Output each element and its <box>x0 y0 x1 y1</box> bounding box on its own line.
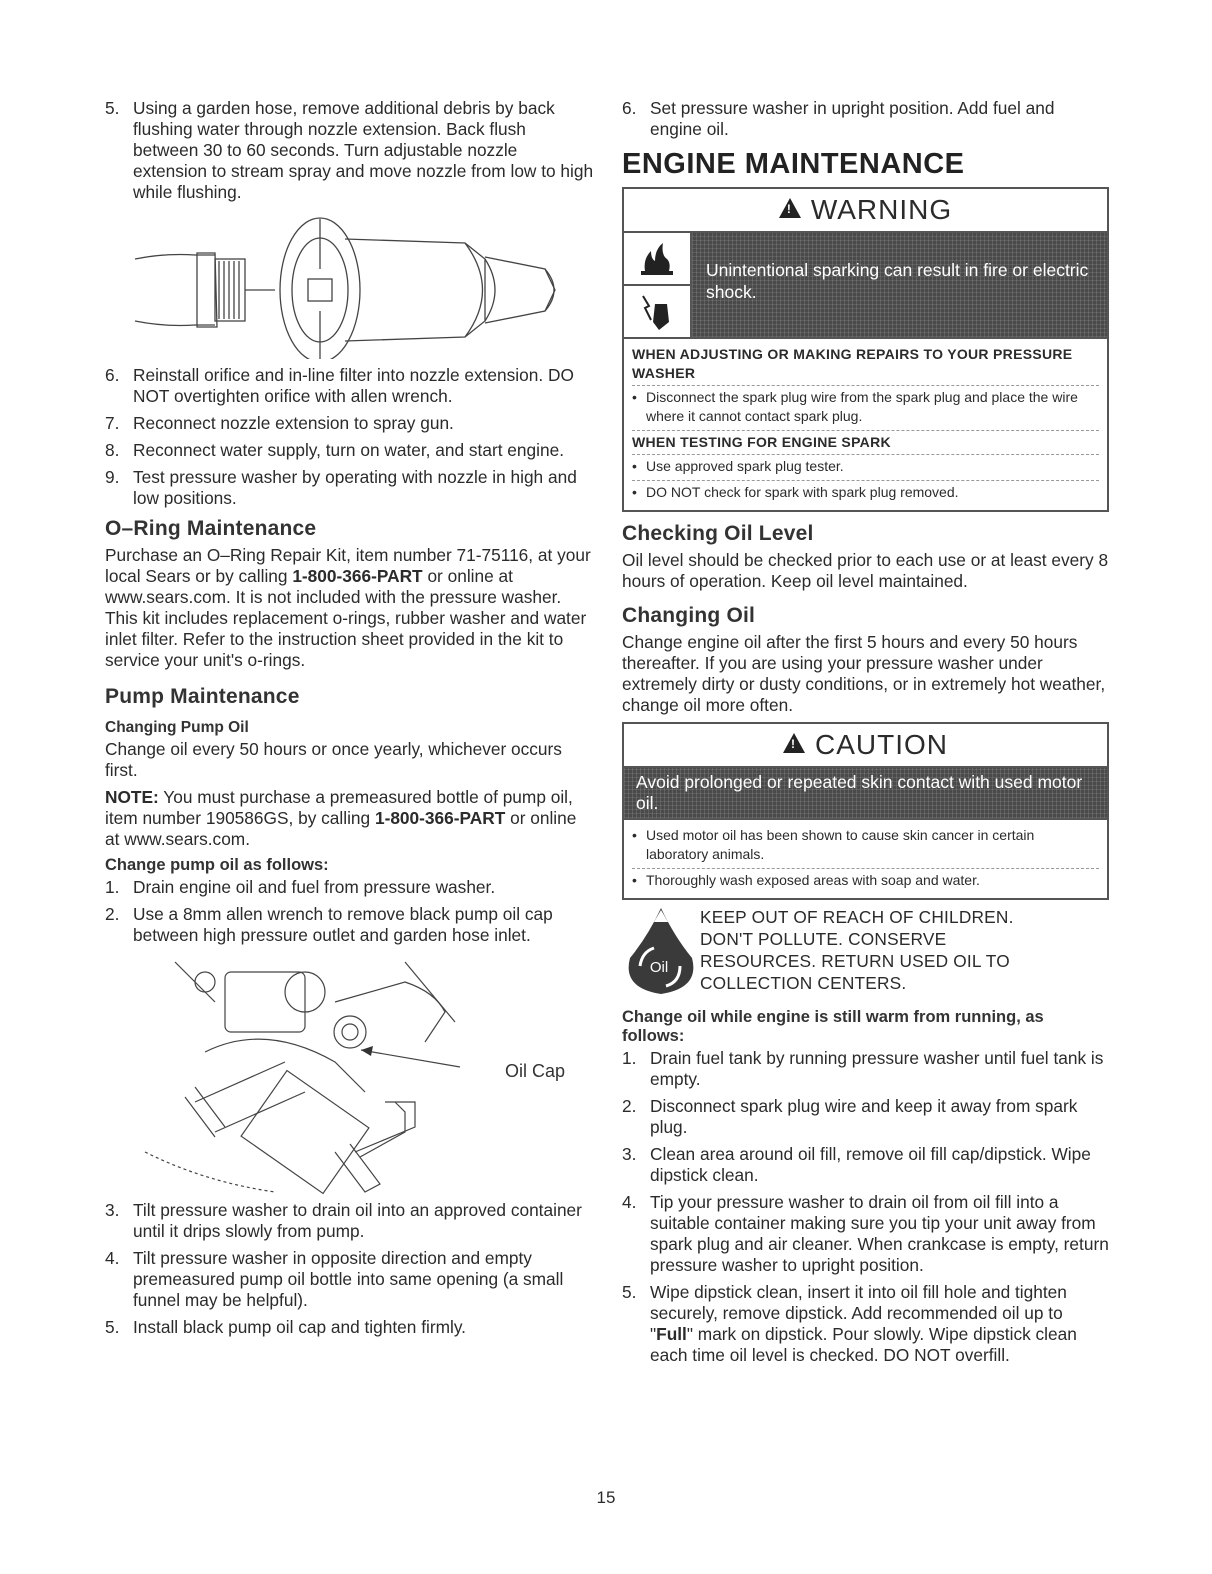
list-item: 2. Use a 8mm allen wrench to remove black pump oil cap between high pressure outlet and garden hose inlet. <box>105 904 553 945</box>
nozzle-extension-figure <box>105 209 595 359</box>
oring-paragraph: Purchase an O–Ring Repair Kit, item number 71-75116, at your local Sears or by calling 1-800-366-PART or online at www.sears.com. It is not included with the pressure washer. This kit includes replacement o-rings, rubber washer and water inlet filter. Refer to the instruction sheet provided in the kit to service your unit's o-rings. <box>105 545 591 670</box>
oil-recycling-notice <box>622 906 1109 996</box>
nozzle-extension-illustration <box>105 209 595 359</box>
warning-subhead: WHEN ADJUSTING OR MAKING REPAIRS TO YOUR PRESSURE WASHER <box>632 346 1073 381</box>
checking-oil-heading: Checking Oil Level <box>622 522 814 545</box>
warning-box <box>622 187 1109 512</box>
list-item: 5. Using a garden hose, remove additional debris by back flushing water through nozzle extension. Back flush between 30 to 60 seconds. Turn adjustable nozzle extension to stream spray and move nozzle from low to high while flushing. <box>105 98 594 202</box>
list-item: 4. Tip your pressure washer to drain oil from oil fill into a suitable container making sure you tip your unit away from spark plug and air cleaner. When crankcase is empty, return pressure washer to upright position. <box>622 1192 1109 1275</box>
oil-cap-callout: Oil Cap <box>505 1061 566 1081</box>
list-item: 7. Reconnect nozzle extension to spray gun. <box>105 413 454 433</box>
pump-follows-heading: Change pump oil as follows: <box>105 856 329 874</box>
phone-number: 1-800-366-PART <box>292 566 423 586</box>
nozzle-steps-b <box>105 365 595 509</box>
warning-subhead: WHEN TESTING FOR ENGINE SPARK <box>632 434 891 450</box>
nozzle-steps-a <box>105 98 595 203</box>
electric-shock-icon <box>624 286 690 337</box>
pump-intro: Change oil every 50 hours or once yearly, whichever occurs first. <box>105 739 562 780</box>
checking-oil-text: Oil level should be checked prior to each use or at least every 8 hours of operation. Keep oil level maintained. <box>622 550 1109 591</box>
right-column <box>622 98 1109 1372</box>
oring-heading: O–Ring Maintenance <box>105 517 317 540</box>
list-item: 1. Drain fuel tank by running pressure washer until fuel tank is empty. <box>622 1048 1104 1089</box>
list-item: 6. Reinstall orifice and in-line filter into nozzle extension. DO NOT overtighten orifice with allen wrench. <box>105 365 574 406</box>
left-column <box>105 98 595 1344</box>
warning-message: Unintentional sparking can result in fire or electric shock. <box>692 233 1107 337</box>
list-item: 4. Tilt pressure washer in opposite direction and empty premeasured pump oil bottle into same opening (a small funnel may be helpful). <box>105 1248 564 1310</box>
warning-bullet: • Disconnect the spark plug wire from the spark plug and place the wire where it cannot contact spark plug. <box>632 388 1099 426</box>
warning-title: ! WARNING <box>624 189 1107 233</box>
hazard-icons <box>624 233 692 337</box>
caution-title: ! CAUTION <box>624 724 1107 768</box>
warning-bullet: • DO NOT check for spark with spark plug removed. <box>632 483 1099 502</box>
pump-subheading: Changing Pump Oil <box>105 719 249 736</box>
caution-details <box>624 820 1107 898</box>
list-item: 2. Disconnect spark plug wire and keep it away from spark plug. <box>622 1096 1078 1137</box>
pump-steps-a <box>105 877 595 946</box>
caution-triangle-icon: ! <box>783 733 805 753</box>
warning-triangle-icon: ! <box>779 198 801 218</box>
warning-bullet: • Use approved spark plug tester. <box>632 457 1099 476</box>
list-item: 8. Reconnect water supply, turn on water, and start engine. <box>105 440 565 460</box>
pump-note: NOTE: You must purchase a premeasured bottle of pump oil, item number 190586GS, by calling 1-800-366-PART or online at www.sears.com. <box>105 787 577 849</box>
phone-number: 1-800-366-PART <box>374 808 506 828</box>
nozzle-step-6 <box>622 98 1109 140</box>
pump-steps-b <box>105 1200 595 1338</box>
caution-bullet: • Thoroughly wash exposed areas with soap and water. <box>632 871 1099 890</box>
list-item: 6. Set pressure washer in upright position. Add fuel and engine oil. <box>622 98 1055 139</box>
list-item: 5. Install black pump oil cap and tighten firmly. <box>105 1317 466 1337</box>
fire-icon <box>624 233 690 286</box>
engine-maintenance-heading: ENGINE MAINTENANCE <box>622 148 965 180</box>
warning-details <box>624 339 1107 510</box>
list-item: 9. Test pressure washer by operating with nozzle in high and low positions. <box>105 467 577 508</box>
changing-oil-heading: Changing Oil <box>622 604 756 627</box>
oil-notice-text: KEEP OUT OF REACH OF CHILDREN. DON'T POLLUTE. CONSERVE RESOURCES. RETURN USED OIL TO COLLECTION CENTERS. <box>700 907 1014 993</box>
caution-box <box>622 722 1109 900</box>
oil-drop-recycle-icon <box>622 906 700 996</box>
list-item: 5. Wipe dipstick clean, insert it into oil fill hole and tighten securely, remove dipstick. Add recommended oil up to "Full" mark on dipstick. Pour slowly. Wipe dipstick clean each time oil level is checked. DO NOT overfill. <box>622 1282 1077 1365</box>
warning-hazard-row <box>624 233 1107 339</box>
svg-text:Oil: Oil <box>649 959 669 976</box>
changing-oil-text: Change engine oil after the first 5 hours and every 50 hours thereafter. If you are using your pressure washer under extremely dirty or dusty conditions, or in extremely hot weather, change oil more often. <box>622 632 1106 715</box>
caution-bullet: • Used motor oil has been shown to cause skin cancer in certain laboratory animals. <box>632 826 1099 864</box>
caution-message: Avoid prolonged or repeated skin contact with used motor oil. <box>624 768 1107 820</box>
warm-engine-heading: Change oil while engine is still warm from running, as follows: <box>622 1008 1044 1045</box>
oil-cap-figure <box>105 952 595 1200</box>
list-item: 3. Tilt pressure washer to drain oil into an approved container until it drips slowly from pump. <box>105 1200 582 1241</box>
pump-heading: Pump Maintenance <box>105 685 300 708</box>
page-number: 15 <box>596 1488 616 1507</box>
pump-oil-cap-illustration <box>105 952 595 1200</box>
list-item: 3. Clean area around oil fill, remove oil fill cap/dipstick. Wipe dipstick clean. <box>622 1144 1091 1185</box>
list-item: 1. Drain engine oil and fuel from pressure washer. <box>105 877 496 897</box>
engine-oil-steps <box>622 1048 1109 1366</box>
